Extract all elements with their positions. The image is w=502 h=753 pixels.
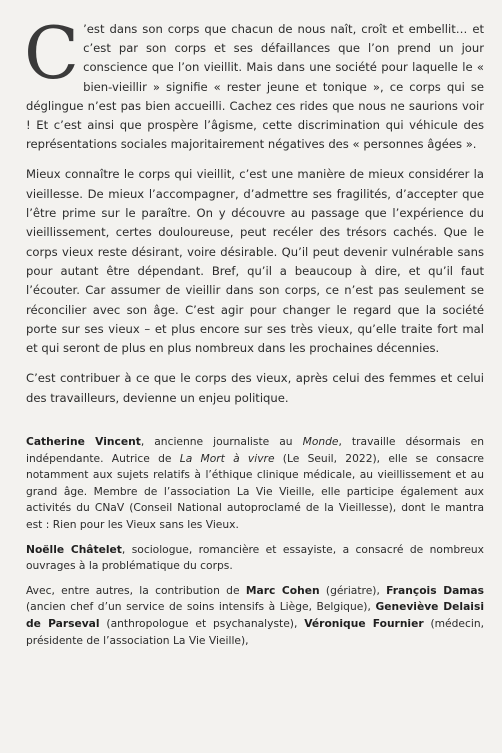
intro-paragraph bbox=[24, 11, 484, 154]
intro-text: ’est dans son corps que chacun de nous naît, croît et embellit… et c’est par son corps et ses défaillances que l’on prend un jour conscience que l’on vieillit. Mais dans une société pour laquelle le « bien-vieillir » signifie « rester jeune et tonique », ce corps qui se déglingue n’est pas bien accueilli. Cachez ces rides que nous ne saurions voir ! Et c’est ainsi que prospère l’âgisme, cette discrimination qui véhicule des représentations sociales majoritairement négatives des « personnes âgées ». bbox=[26, 22, 484, 152]
contributor-name: Geneviève Delaisi de Parseval bbox=[26, 600, 484, 630]
newspaper-title: Monde bbox=[302, 434, 339, 448]
contributor-name: François Damas bbox=[386, 583, 484, 597]
author-name: Noëlle Châtelet bbox=[26, 542, 122, 556]
paragraph-2: Mieux connaître le corps qui vieillit, c’est une manière de mieux considérer la vieillesse. De mieux l’accompagner, d’admettre ses fragilités, d’accepter que l’être prime sur le paraître. On y découvre au passage que l’expérience du vieillissement, certes douloureuse, peut recéler des trésors cachés. Que le corps vieux reste désirant, voire désirable. Qu’il peut devenir vulnérable sans pour autant être dépendant. Bref, qu’il a beaucoup à dire, et qu’il faut l’écouter. Car assumer de vieillir dans son corps, ce n’est pas seulement se réconcilier avec son âge. C’est agir pour changer le regard que la société porte sur ses vieux – et plus encore sur ses très vieux, qu’elle traite fort mal et qui seront de plus en plus nombreux dans les prochaines décennies. bbox=[26, 167, 484, 356]
contributor-name: Véronique Fournier bbox=[304, 616, 424, 630]
paragraph-3: C’est contribuer à ce que le corps des vieux, après celui des femmes et celui des travailleurs, devienne un enjeu politique. bbox=[26, 371, 484, 405]
author-bio-vincent: Catherine Vincent, ancienne journaliste au Monde, travaille désormais en indépendante. Autrice de La Mort à vivre (Le Seuil, 2022), elle se consacre notamment aux sujets relatifs à l’éthique clinique médicale, au vieillissement et au grand âge. Membre de l’association La Vie Vieille, elle participe également aux activités du CNaV (Conseil National autoproclamé de la Vieillesse), dont le mantra est : Rien pour les Vieux sans les Vieux. bbox=[26, 434, 484, 531]
author-bio-chatelet: Noëlle Châtelet, sociologue, romancière et essayiste, a consacré de nombreux ouvrages à la problématique du corps. bbox=[26, 542, 484, 573]
contributor-name: Marc Cohen bbox=[245, 583, 320, 597]
drop-cap: C bbox=[24, 11, 80, 95]
author-name: Catherine Vincent bbox=[26, 434, 141, 448]
book-title: La Mort à vivre bbox=[179, 451, 275, 465]
contributors: Avec, entre autres, la contribution de Marc Cohen (gériatre), François Damas (ancien chef d’un service de soins intensifs à Liège, Belgique), Geneviève Delaisi de Parseval (anthropologue et psychanalyste), Véronique Fournier (médecin, présidente de l’association La Vie Vieille), bbox=[26, 583, 485, 647]
section-spacer bbox=[26, 408, 484, 426]
